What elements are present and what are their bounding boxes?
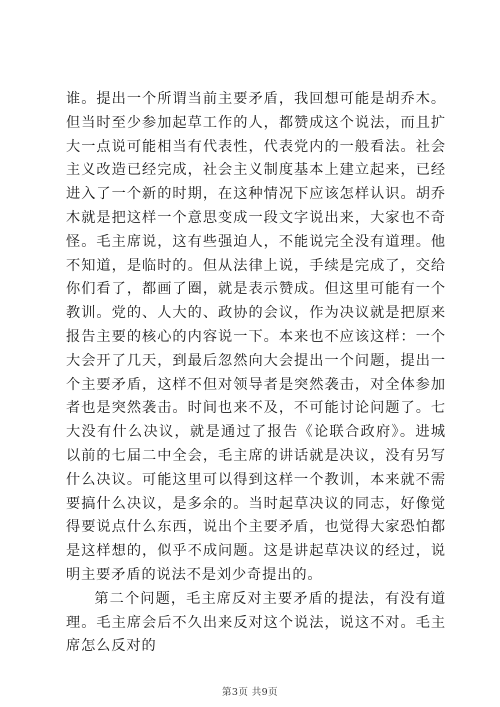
page-footer: 第3页 共9页 [222,687,278,698]
paragraph-1: 谁。提出一个所谓当前主要矛盾，我回想可能是胡乔木。但当时至少参加起草工作的人，都赞成这个说法，而且扩大一点说可能相当有代表性，代表党内的一般看法。社会主义改造已经完成，社会主义制度基本上建立起来，已经进入了一个新的时期，在这种情况下应该怎样认识。胡乔木就是把这样一个意思变成一段文字说出来，大家也不奇怪。毛主席说，这有些强迫人，不能说完全没有道理。他不知道，是临时的。但从法律上说，手续是完成了，交给你们看了，都画了圈，就是表示赞成。但这里可能有一个教训。党的、人大的、政协的会议，作为决议就是把原来报告主要的核心的内容说一下。本来也不应该这样：一个大会开了几天，到最后忽然向大会提出一个问题，提出一个主要矛盾，这样不但对领导者是突然袭击，对全体参加者也是突然袭击。时间也来不及，不可能讨论问题了。七大没有什么决议，就是通过了报告《论联合政府》。进城以前的七届二中全会，毛主席的讲话就是决议，没有另写什么决议。可能这里可以得到这样一个教训，本来就不需要搞什么决议，是多余的。当时起草决议的同志，好像觉得要说点什么东西，说出个主要矛盾，也觉得大家恐怕都是这样想的，似乎不成问题。这是讲起草决议的经过，说明主要矛盾的说法不是刘少奇提出的。 [66,91,446,583]
paragraph-2: 第二个问题，毛主席反对主要矛盾的提法，有没有道理。毛主席会后不久出来反对这个说法，说这不对。毛主席怎么反对的 [66,590,446,655]
body-text [66,88,446,659]
